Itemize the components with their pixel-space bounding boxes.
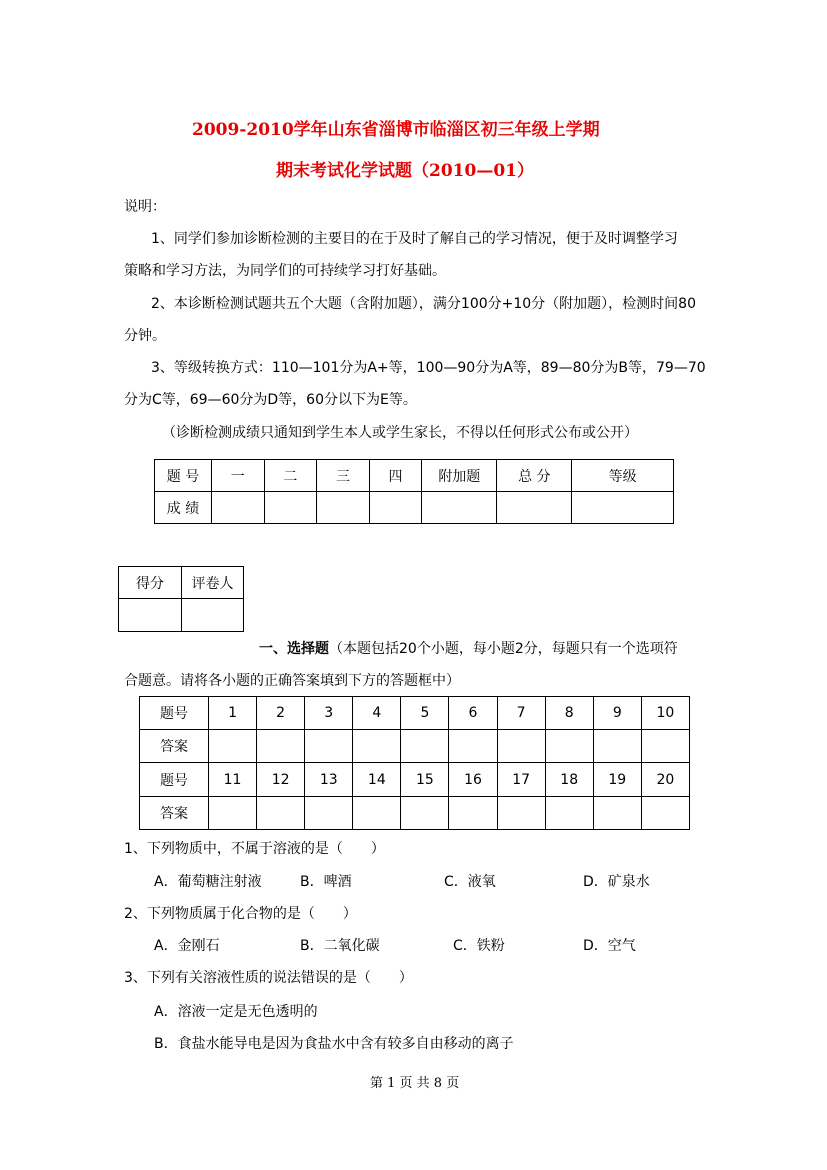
answer-num-cell: 1 — [209, 697, 257, 730]
instructions-heading: 说明： — [124, 199, 166, 215]
instruction-note: （诊断检测成绩只通知到学生本人或学生家长，不得以任何形式公布或公开） — [162, 425, 638, 441]
answer-num-cell: 14 — [353, 763, 401, 797]
answer-input-cell[interactable] — [641, 797, 689, 830]
answer-input-cell[interactable] — [449, 797, 497, 830]
answer-input-cell[interactable] — [401, 730, 449, 763]
answer-num-cell: 3 — [305, 697, 353, 730]
grader-name-cell[interactable] — [182, 599, 244, 632]
score-input-cell[interactable] — [369, 492, 422, 524]
section1-desc-a: （本题包括20个小题，每小题2分，每题只有一个选项符 — [329, 641, 678, 657]
answer-num-cell: 13 — [305, 763, 353, 797]
q1-option-b: B．啤酒 — [300, 874, 352, 890]
answer-input-cell[interactable] — [497, 730, 545, 763]
instruction-3b: 分为C等，69—60分为D等，60分以下为E等。 — [124, 392, 417, 408]
answer-num-label: 题号 — [140, 763, 209, 797]
answer-num-label: 题号 — [140, 697, 209, 730]
score-header-cell: 等级 — [572, 460, 674, 492]
q3-option-a: A．溶液一定是无色透明的 — [154, 1004, 318, 1020]
answer-num-cell: 18 — [545, 763, 593, 797]
score-input-cell[interactable] — [497, 492, 572, 524]
score-table — [154, 459, 674, 524]
answer-input-cell[interactable] — [257, 797, 305, 830]
answer-num-cell: 9 — [593, 697, 641, 730]
grader-name-label: 评卷人 — [182, 567, 244, 599]
answer-input-cell[interactable] — [593, 797, 641, 830]
answer-num-cell: 11 — [209, 763, 257, 797]
instruction-2a: 2、本诊断检测试题共五个大题（含附加题），满分100分+10分（附加题），检测时间80 — [151, 296, 696, 312]
question-1: 1、下列物质中，不属于溶液的是（ ） — [124, 841, 385, 857]
q3-option-b: B．食盐水能导电是因为食盐水中含有较多自由移动的离子 — [154, 1036, 514, 1052]
answer-table — [139, 696, 690, 830]
score-header-cell: 四 — [369, 460, 422, 492]
answer-num-cell: 17 — [497, 763, 545, 797]
instruction-1b: 策略和学习方法，为同学们的可持续学习打好基础。 — [124, 263, 446, 279]
score-header-cell: 总 分 — [497, 460, 572, 492]
answer-input-cell[interactable] — [305, 797, 353, 830]
answer-ans-label: 答案 — [140, 730, 209, 763]
q1-option-d: D．矿泉水 — [583, 874, 650, 890]
score-input-cell[interactable] — [212, 492, 265, 524]
section1-heading: 一、选择题 — [259, 641, 329, 657]
exam-title-line2: 期末考试化学试题（2010—01） — [276, 161, 534, 181]
q2-option-b: B．二氧化碳 — [300, 938, 380, 954]
instruction-2b: 分钟。 — [124, 328, 166, 344]
score-input-cell[interactable] — [422, 492, 497, 524]
answer-input-cell[interactable] — [353, 730, 401, 763]
answer-num-cell: 20 — [641, 763, 689, 797]
answer-num-cell: 2 — [257, 697, 305, 730]
answer-input-cell[interactable] — [209, 730, 257, 763]
q1-option-c: C．液氧 — [444, 874, 496, 890]
answer-input-cell[interactable] — [209, 797, 257, 830]
grader-score-cell[interactable] — [119, 599, 182, 632]
answer-num-cell: 5 — [401, 697, 449, 730]
answer-input-cell[interactable] — [353, 797, 401, 830]
question-3: 3、下列有关溶液性质的说法错误的是（ ） — [124, 970, 413, 986]
exam-title-line1: 2009-2010学年山东省淄博市临淄区初三年级上学期 — [192, 120, 600, 140]
q2-option-c: C．铁粉 — [453, 938, 505, 954]
grader-box — [118, 566, 244, 632]
score-header-cell: 二 — [264, 460, 317, 492]
score-row-label: 成 绩 — [155, 492, 212, 524]
score-header-cell: 题 号 — [155, 460, 212, 492]
q2-option-a: A．金刚石 — [154, 938, 220, 954]
answer-num-cell: 10 — [641, 697, 689, 730]
answer-input-cell[interactable] — [593, 730, 641, 763]
q1-option-a: A．葡萄糖注射液 — [154, 874, 262, 890]
grader-score-label: 得分 — [119, 567, 182, 599]
answer-input-cell[interactable] — [401, 797, 449, 830]
answer-num-cell: 16 — [449, 763, 497, 797]
section1-line1 — [259, 638, 678, 658]
instruction-3a: 3、等级转换方式：110—101分为A+等，100—90分为A等，89—80分为B等，79—70 — [151, 360, 706, 376]
instruction-1a: 1、同学们参加诊断检测的主要目的在于及时了解自己的学习情况，便于及时调整学习 — [151, 231, 678, 247]
page-footer: 第 1 页 共 8 页 — [370, 1076, 460, 1091]
question-2: 2、下列物质属于化合物的是（ ） — [124, 906, 357, 922]
answer-input-cell[interactable] — [305, 730, 353, 763]
answer-num-cell: 7 — [497, 697, 545, 730]
score-header-cell: 附加题 — [422, 460, 497, 492]
q2-option-d: D．空气 — [583, 938, 636, 954]
score-input-cell[interactable] — [572, 492, 674, 524]
answer-num-cell: 15 — [401, 763, 449, 797]
score-input-cell[interactable] — [264, 492, 317, 524]
answer-input-cell[interactable] — [257, 730, 305, 763]
answer-num-cell: 19 — [593, 763, 641, 797]
answer-input-cell[interactable] — [545, 797, 593, 830]
section1-desc-b: 合题意。请将各小题的正确答案填到下方的答题框中） — [124, 673, 460, 689]
answer-num-cell: 6 — [449, 697, 497, 730]
score-input-cell[interactable] — [317, 492, 370, 524]
answer-num-cell: 4 — [353, 697, 401, 730]
answer-num-cell: 8 — [545, 697, 593, 730]
answer-ans-label: 答案 — [140, 797, 209, 830]
answer-input-cell[interactable] — [449, 730, 497, 763]
score-header-cell: 一 — [212, 460, 265, 492]
answer-input-cell[interactable] — [641, 730, 689, 763]
score-header-cell: 三 — [317, 460, 370, 492]
answer-num-cell: 12 — [257, 763, 305, 797]
answer-input-cell[interactable] — [497, 797, 545, 830]
answer-input-cell[interactable] — [545, 730, 593, 763]
